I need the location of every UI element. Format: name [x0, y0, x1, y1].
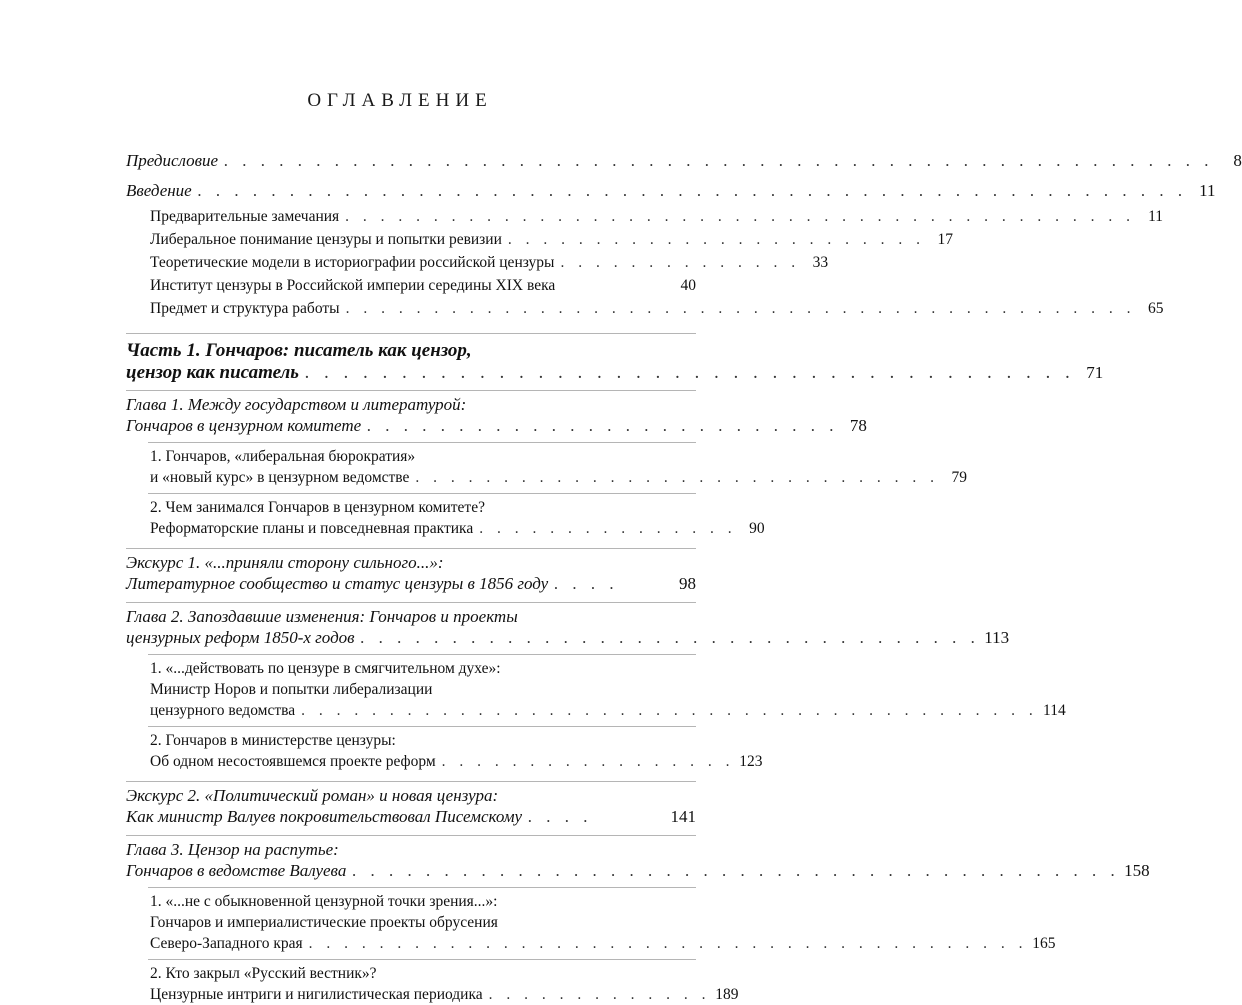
dot-leader: . . . . [528, 807, 593, 826]
toc-page-number: 33 [812, 254, 829, 271]
divider [126, 781, 696, 782]
dot-leader: . . . . . . . . . . . . . . . [479, 520, 737, 537]
toc-entry-title: Предисловие [126, 151, 219, 170]
toc-entry-section[interactable] [150, 252, 829, 273]
toc-entry-title: Гончаров в ведомстве Валуева [126, 861, 347, 880]
divider [148, 959, 696, 960]
toc-entry-excursus[interactable] [126, 785, 696, 827]
dot-leader: . . . . . . . . . . . . . . [560, 254, 801, 271]
dot-leader: . . . . . . . . . . . . . . . . . . . . . . . . . . . . . . [415, 469, 940, 486]
divider [126, 390, 696, 391]
toc-entry-title: Глава 2. Запоздавшие изменения: Гончаров и проекты [126, 607, 518, 626]
divider [126, 548, 696, 549]
toc-page-number: 11 [1148, 208, 1164, 225]
dot-leader: . . . . . . . . . . . . . . . . . . . . . . . . . . . . . . . . . . . . . . . . . . . . . [345, 300, 1136, 317]
dot-leader: . . . . . . . . . . . . . . . . . . . . . . . . . . . . . . . . . . . . . . . . . [308, 935, 1028, 952]
toc-entry-title: Гончаров в цензурном комитете [126, 416, 362, 435]
toc-entry-title: Северо-Западного края [150, 935, 303, 952]
dot-leader: . . . . . . . . . . . . . [488, 986, 711, 1003]
toc-entry-chapter[interactable] [126, 839, 1150, 881]
toc-entry-title: Об одном несостоявшемся проекте реформ [150, 753, 436, 770]
toc-entry-title: Гончаров и империалистические проекты обрусения [150, 914, 498, 931]
toc-entry-title: цензурных реформ 1850-х годов [126, 628, 355, 647]
divider [126, 835, 696, 836]
toc-entry-title: 1. «...не с обыкновенной цензурной точки зрения...»: [150, 893, 498, 910]
toc-entry-title: Глава 1. Между государством и литературой: [126, 395, 467, 414]
toc-entry-section[interactable] [150, 497, 765, 539]
toc-page-number: 11 [1199, 181, 1216, 200]
dot-leader: . . . . . . . . . . . . . . . . . . . . . . . . . . . . . . . . . . . . . . . . . . . . . . . . . . . . . . [224, 151, 1214, 170]
page-title: ОГЛАВЛЕНИЕ [307, 90, 493, 111]
divider [126, 333, 696, 334]
dot-leader: . . . . . . . . . . . . . . . . . . . . . . . . . . [367, 416, 839, 435]
toc-entry-chapter[interactable] [126, 606, 1010, 648]
toc-entry-title: Цензурные интриги и нигилистическая периодика [150, 986, 483, 1003]
toc-entry-title: 1. Гончаров, «либеральная бюрократия» [150, 448, 416, 465]
toc-entry-title: 1. «...действовать по цензуре в смягчительном духе»: [150, 660, 501, 677]
toc-page-number: 113 [984, 628, 1010, 647]
toc-page-number: 17 [937, 231, 954, 248]
toc-entry-title: 2. Кто закрыл «Русский вестник»? [150, 965, 377, 982]
toc-entry-title: Либеральное понимание цензуры и попытки ревизии [150, 231, 502, 248]
divider [148, 726, 696, 727]
toc-page-number: 141 [670, 807, 696, 826]
toc-entry-title: Часть 1. Гончаров: писатель как цензор, [126, 340, 472, 361]
toc-entry-title: Предварительные замечания [150, 208, 340, 225]
toc-page-number: 114 [1043, 702, 1066, 719]
divider [148, 442, 696, 443]
toc-page-number: 165 [1032, 935, 1056, 952]
divider [148, 654, 696, 655]
divider [148, 493, 696, 494]
dot-leader: . . . . . . . . . . . . . . . . . . . . . . . . . . . . . . . . . . . . . . . . . . [352, 861, 1121, 880]
toc-entry-title: и «новый курс» в цензурном ведомстве [150, 469, 410, 486]
toc-page-number: 189 [715, 986, 739, 1003]
toc-page-number: 78 [849, 416, 867, 435]
toc-entry-section[interactable] [150, 298, 1164, 319]
toc-entry-part[interactable] [126, 340, 1104, 384]
divider [126, 602, 696, 603]
toc-entry-title: Реформаторские планы и повседневная практика [150, 520, 474, 537]
toc-page-number: 79 [951, 469, 968, 486]
toc-entry-excursus[interactable] [126, 552, 696, 594]
toc-entry-title: Предмет и структура работы [150, 300, 340, 317]
toc-entry-title: 2. Гончаров в министерстве цензуры: [150, 732, 396, 749]
toc-entry-title: Глава 3. Цензор на распутье: [126, 840, 339, 859]
toc-page-number: 65 [1147, 300, 1164, 317]
toc-page-number: 90 [749, 520, 765, 537]
toc-page-number: 158 [1124, 861, 1150, 880]
toc-page-number: 71 [1086, 363, 1104, 382]
toc-page-number: 123 [739, 753, 763, 770]
dot-leader: . . . . . . . . . . . . . . . . . . . . . . . . . . . . . . . . . . . . . . . . . . [301, 702, 1038, 719]
toc-entry-section[interactable] [150, 730, 763, 772]
toc-entry-title: Институт цензуры в Российской империи середины XIX века [150, 277, 556, 294]
toc-entry-section[interactable] [150, 963, 739, 1005]
dot-leader: . . . . . . . . . . . . . . . . . [441, 753, 735, 770]
dot-leader: . . . . . . . . . . . . . . . . . . . . . . . . . . . . . . . . . . [360, 628, 981, 647]
dot-leader: . . . . . . . . . . . . . . . . . . . . . . . . . . . . . . . . . . . . . . . . . . . . . . . . . . . . . . [197, 181, 1188, 200]
toc-entry-title: Введение [126, 181, 192, 200]
toc-entry-title: Теоретические модели в историографии российской цензуры [150, 254, 555, 271]
toc-entry-title: Министр Норов и попытки либерализации [150, 681, 433, 698]
toc-entry-section[interactable] [150, 891, 1056, 954]
toc-page-number: 40 [680, 277, 696, 294]
dot-leader: . . . . . . . . . . . . . . . . . . . . . . . . . . . . . . . . . . . . . . . . [305, 362, 1076, 383]
toc-entry-title: цензор как писатель [126, 362, 299, 383]
toc-entry-title: Как министр Валуев покровительствовал Писемскому [126, 807, 523, 826]
divider [148, 887, 696, 888]
toc-entry-title: цензурного ведомства [150, 702, 296, 719]
dot-leader: . . . . . . . . . . . . . . . . . . . . . . . . . . . . . . . . . . . . . . . . . . . . . [345, 208, 1136, 225]
toc-entry-title: 2. Чем занимался Гончаров в цензурном комитете? [150, 499, 485, 516]
toc-page-number: 8 [1233, 151, 1242, 170]
toc-entry-title: Экскурс 1. «...приняли сторону сильного...»: [126, 553, 444, 572]
toc-entry-title: Экскурс 2. «Политический роман» и новая цензура: [126, 786, 499, 805]
toc-entry-section[interactable] [150, 229, 954, 250]
toc-entry-preface[interactable] [126, 150, 1242, 171]
toc-entry-section[interactable] [150, 446, 968, 488]
toc-entry-section[interactable] [150, 206, 1164, 227]
toc-entry-chapter[interactable] [126, 394, 867, 436]
toc-entry-section[interactable] [150, 275, 696, 296]
toc-entry-section[interactable] [150, 658, 1066, 721]
table-of-contents [126, 150, 1242, 1005]
toc-page-number: 98 [679, 574, 696, 593]
dot-leader: . . . . . . . . . . . . . . . . . . . . . . . . [507, 231, 926, 248]
dot-leader: . . . . [554, 574, 619, 593]
toc-entry-title: Литературное сообщество и статус цензуры в 1856 году [126, 574, 549, 593]
toc-entry-introduction[interactable] [126, 180, 1216, 201]
